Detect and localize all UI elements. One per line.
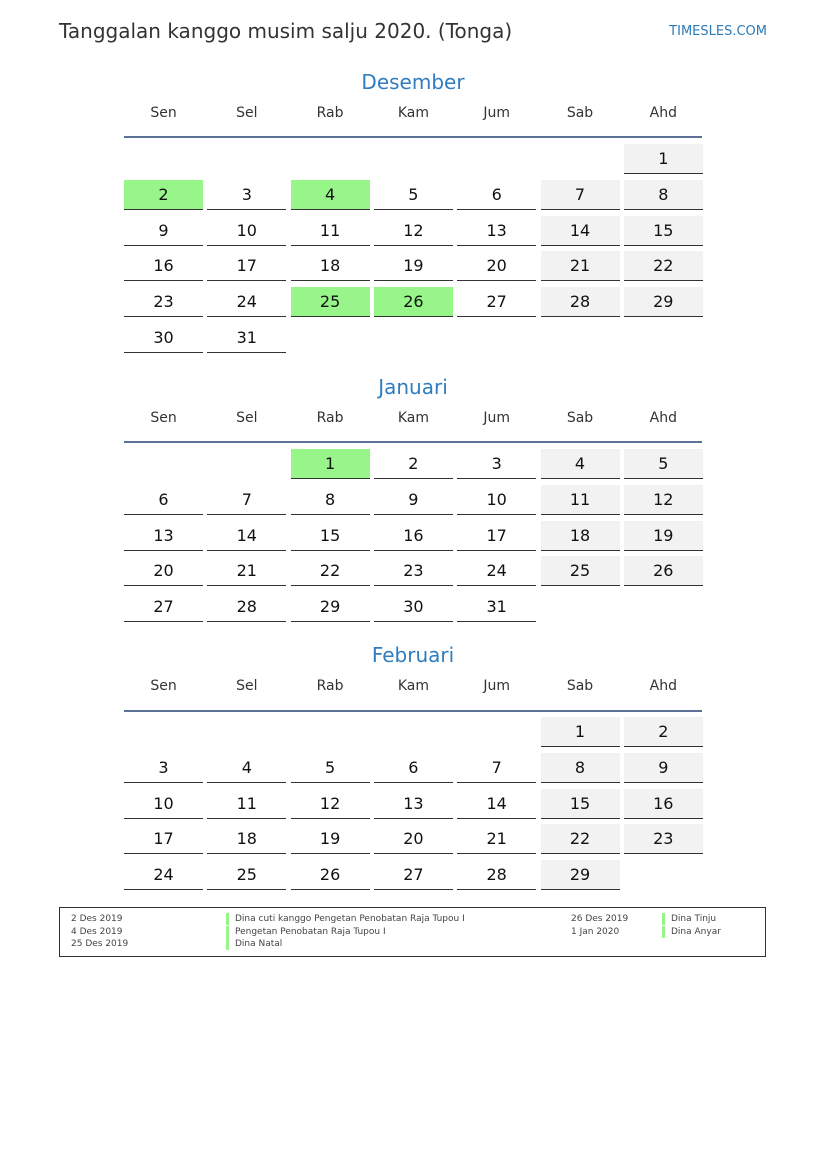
day-cell: 27	[457, 287, 536, 317]
holiday-legend	[59, 907, 766, 957]
day-cell: 14	[457, 789, 536, 819]
day-cell: 10	[457, 485, 536, 515]
month-title: Februari	[371, 643, 455, 667]
day-cell: 27	[124, 592, 203, 622]
month-january	[124, 375, 702, 617]
weekday-label: Sab	[566, 410, 594, 426]
weekday-label: Ahd	[649, 410, 677, 426]
day-cell: 8	[624, 180, 703, 210]
holiday-day-cell: 1	[291, 449, 370, 479]
day-cell: 1	[624, 144, 703, 174]
day-cell: 28	[541, 287, 620, 317]
weekday-label: Sab	[566, 678, 594, 694]
day-cell: 21	[457, 824, 536, 854]
day-cell: 14	[541, 216, 620, 246]
day-cell: 17	[207, 251, 286, 281]
day-cell: 2	[624, 717, 703, 747]
day-cell: 23	[124, 287, 203, 317]
day-cell: 19	[624, 521, 703, 551]
day-cell: 6	[457, 180, 536, 210]
holiday-day-cell: 2	[124, 180, 203, 210]
month-title: Januari	[378, 375, 448, 399]
month-title: Desember	[361, 70, 465, 94]
month-december	[124, 70, 702, 347]
weekday-label: Jum	[483, 678, 510, 694]
day-cell: 20	[374, 824, 453, 854]
day-cell: 16	[374, 521, 453, 551]
holiday-day-cell: 25	[291, 287, 370, 317]
day-cell: 14	[207, 521, 286, 551]
legend-holiday-name: Dina Natal	[226, 938, 282, 950]
site-link[interactable]: TIMESLES.COM	[669, 24, 767, 39]
day-cell: 29	[624, 287, 703, 317]
weekday-label: Sab	[566, 105, 594, 121]
day-cell: 21	[541, 251, 620, 281]
day-cell: 9	[624, 753, 703, 783]
day-cell: 15	[291, 521, 370, 551]
legend-date: 4 Des 2019	[71, 927, 123, 937]
day-cell: 4	[541, 449, 620, 479]
day-cell: 15	[624, 216, 703, 246]
day-cell: 29	[291, 592, 370, 622]
legend-date: 26 Des 2019	[571, 914, 629, 924]
day-cell: 11	[207, 789, 286, 819]
day-cell: 10	[207, 216, 286, 246]
day-cell: 22	[291, 556, 370, 586]
day-cell: 4	[207, 753, 286, 783]
weekday-header	[124, 410, 702, 430]
day-cell: 18	[291, 251, 370, 281]
page-title: Tanggalan kanggo musim salju 2020. (Tonga)	[59, 19, 513, 43]
month-february	[124, 643, 702, 885]
day-cell: 16	[624, 789, 703, 819]
weekday-label: Sel	[236, 678, 258, 694]
weekday-label: Sen	[150, 678, 177, 694]
day-cell: 6	[374, 753, 453, 783]
day-cell: 2	[374, 449, 453, 479]
day-cell: 26	[624, 556, 703, 586]
legend-holiday-name: Dina Anyar	[662, 926, 721, 938]
day-cell: 20	[457, 251, 536, 281]
day-cell: 11	[291, 216, 370, 246]
weekday-label: Sen	[150, 410, 177, 426]
header-divider	[124, 136, 702, 138]
day-cell: 24	[457, 556, 536, 586]
weekday-label: Kam	[397, 105, 429, 121]
day-cell: 25	[207, 860, 286, 890]
day-cell: 23	[374, 556, 453, 586]
day-cell: 26	[291, 860, 370, 890]
day-cell: 9	[374, 485, 453, 515]
day-cell: 7	[457, 753, 536, 783]
day-cell: 17	[124, 824, 203, 854]
weekday-label: Ahd	[649, 678, 677, 694]
day-cell: 19	[291, 824, 370, 854]
day-cell: 8	[291, 485, 370, 515]
day-cell: 7	[541, 180, 620, 210]
legend-holiday-name: Dina Tinju	[662, 913, 716, 925]
day-cell: 5	[374, 180, 453, 210]
weekday-label: Ahd	[649, 105, 677, 121]
day-cell: 11	[541, 485, 620, 515]
day-cell: 8	[541, 753, 620, 783]
holiday-day-cell: 26	[374, 287, 453, 317]
day-cell: 16	[124, 251, 203, 281]
day-cell: 6	[124, 485, 203, 515]
legend-holiday-name: Pengetan Penobatan Raja Tupou I	[226, 926, 386, 938]
day-cell: 27	[374, 860, 453, 890]
day-cell: 5	[624, 449, 703, 479]
day-cell: 21	[207, 556, 286, 586]
day-cell: 22	[624, 251, 703, 281]
day-cell: 9	[124, 216, 203, 246]
day-cell: 13	[374, 789, 453, 819]
day-cell: 30	[374, 592, 453, 622]
weekday-label: Kam	[397, 410, 429, 426]
day-cell: 13	[457, 216, 536, 246]
weekday-label: Kam	[397, 678, 429, 694]
day-cell: 25	[541, 556, 620, 586]
header-divider	[124, 710, 702, 712]
day-cell: 13	[124, 521, 203, 551]
legend-date: 1 Jan 2020	[571, 927, 620, 937]
day-cell: 19	[374, 251, 453, 281]
weekday-label: Sel	[236, 410, 258, 426]
day-cell: 17	[457, 521, 536, 551]
day-cell: 12	[291, 789, 370, 819]
day-cell: 22	[541, 824, 620, 854]
day-cell: 29	[541, 860, 620, 890]
day-cell: 3	[207, 180, 286, 210]
weekday-label: Rab	[316, 678, 344, 694]
weekday-header	[124, 678, 702, 698]
day-cell: 3	[124, 753, 203, 783]
day-cell: 24	[207, 287, 286, 317]
header-divider	[124, 441, 702, 443]
weekday-label: Rab	[316, 105, 344, 121]
weekday-label: Jum	[483, 410, 510, 426]
day-cell: 12	[624, 485, 703, 515]
weekday-label: Sen	[150, 105, 177, 121]
day-cell: 12	[374, 216, 453, 246]
day-cell: 31	[457, 592, 536, 622]
day-cell: 28	[457, 860, 536, 890]
weekday-label: Rab	[316, 410, 344, 426]
legend-holiday-name: Dina cuti kanggo Pengetan Penobatan Raja Tupou I	[226, 913, 465, 925]
day-cell: 18	[541, 521, 620, 551]
day-cell: 7	[207, 485, 286, 515]
holiday-day-cell: 4	[291, 180, 370, 210]
day-cell: 24	[124, 860, 203, 890]
day-cell: 3	[457, 449, 536, 479]
weekday-label: Sel	[236, 105, 258, 121]
legend-date: 25 Des 2019	[71, 939, 129, 949]
weekday-label: Jum	[483, 105, 510, 121]
day-cell: 31	[207, 323, 286, 353]
day-cell: 28	[207, 592, 286, 622]
day-cell: 23	[624, 824, 703, 854]
day-cell: 10	[124, 789, 203, 819]
weekday-header	[124, 105, 702, 125]
day-cell: 18	[207, 824, 286, 854]
day-cell: 15	[541, 789, 620, 819]
day-cell: 5	[291, 753, 370, 783]
day-cell: 30	[124, 323, 203, 353]
day-cell: 20	[124, 556, 203, 586]
legend-date: 2 Des 2019	[71, 914, 123, 924]
day-cell: 1	[541, 717, 620, 747]
